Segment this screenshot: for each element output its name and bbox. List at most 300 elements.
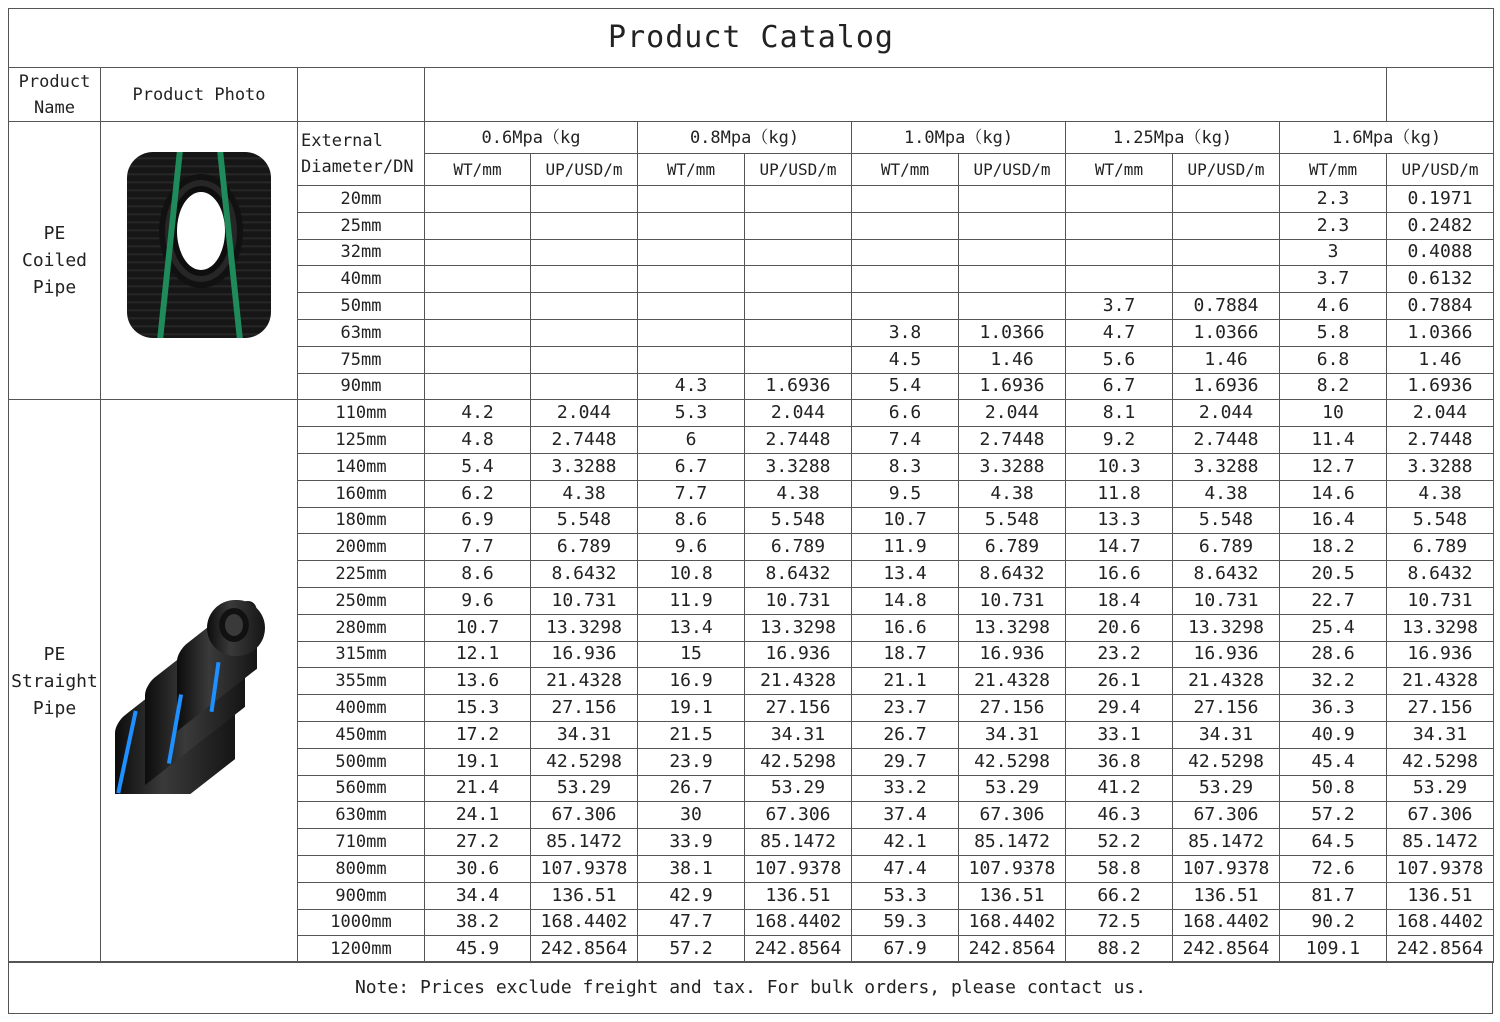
diameter-cell: 800mm xyxy=(298,855,425,882)
unit-price-cell: 1.46 xyxy=(959,346,1066,373)
diameter-cell: 90mm xyxy=(298,373,425,400)
unit-price-cell: 2.044 xyxy=(745,400,852,427)
wall-thickness-cell: 38.1 xyxy=(638,855,745,882)
wall-thickness-cell: 17.2 xyxy=(425,721,531,748)
diameter-cell: 280mm xyxy=(298,614,425,641)
unit-price-cell: 85.1472 xyxy=(1173,829,1280,856)
unit-price-cell: 6.789 xyxy=(1173,534,1280,561)
wall-thickness-cell: 9.6 xyxy=(425,587,531,614)
wall-thickness-cell: 33.2 xyxy=(852,775,959,802)
unit-price-cell: 1.6936 xyxy=(1387,373,1494,400)
wall-thickness-cell: 40.9 xyxy=(1280,721,1387,748)
wall-thickness-cell: 37.4 xyxy=(852,802,959,829)
wall-thickness-cell: 47.7 xyxy=(638,909,745,936)
wall-thickness-cell: 67.9 xyxy=(852,936,959,963)
wall-thickness-cell: 23.7 xyxy=(852,695,959,722)
unit-price-cell: 42.5298 xyxy=(745,748,852,775)
unit-price-cell: 136.51 xyxy=(1387,882,1494,909)
unit-price-cell: 21.4328 xyxy=(531,668,638,695)
unit-price-cell: 4.38 xyxy=(531,480,638,507)
diameter-cell: 560mm xyxy=(298,775,425,802)
wall-thickness-cell: 10 xyxy=(1280,400,1387,427)
unit-price-cell: 3.3288 xyxy=(1173,453,1280,480)
wall-thickness-cell xyxy=(852,186,959,213)
product-name: PE Coiled Pipe xyxy=(21,223,88,299)
wall-thickness-cell: 47.4 xyxy=(852,855,959,882)
unit-price-cell xyxy=(531,239,638,266)
diameter-cell: 125mm xyxy=(298,427,425,454)
unit-price-cell: 136.51 xyxy=(531,882,638,909)
unit-price-cell xyxy=(745,293,852,320)
unit-price-cell: 53.29 xyxy=(745,775,852,802)
wall-thickness-cell: 9.5 xyxy=(852,480,959,507)
unit-price-cell: 107.9378 xyxy=(745,855,852,882)
unit-price-cell: 13.3298 xyxy=(1173,614,1280,641)
unit-price-cell xyxy=(531,266,638,293)
unit-price-header: UP/USD/m xyxy=(745,154,852,186)
product-name: PE Straight Pipe xyxy=(11,643,98,719)
wall-thickness-cell: 2.3 xyxy=(1280,186,1387,213)
wall-thickness-cell: 26.7 xyxy=(852,721,959,748)
wall-thickness-cell xyxy=(852,239,959,266)
wall-thickness-cell: 4.3 xyxy=(638,373,745,400)
diameter-cell: 710mm xyxy=(298,829,425,856)
unit-price-cell: 4.38 xyxy=(1387,480,1494,507)
unit-price-cell xyxy=(745,186,852,213)
unit-price-header: UP/USD/m xyxy=(531,154,638,186)
product-photo-header: Product Photo xyxy=(101,68,298,122)
wall-thickness-header: WT/mm xyxy=(1280,154,1387,186)
wall-thickness-cell xyxy=(638,319,745,346)
wall-thickness-cell: 18.7 xyxy=(852,641,959,668)
wall-thickness-cell: 72.5 xyxy=(1066,909,1173,936)
unit-price-cell: 8.6432 xyxy=(531,561,638,588)
unit-price-cell xyxy=(745,212,852,239)
wall-thickness-cell xyxy=(425,346,531,373)
wall-thickness-cell: 6.6 xyxy=(852,400,959,427)
diameter-cell: 110mm xyxy=(298,400,425,427)
unit-price-cell: 27.156 xyxy=(745,695,852,722)
unit-price-cell: 242.8564 xyxy=(1173,936,1280,963)
wall-thickness-cell xyxy=(425,293,531,320)
wall-thickness-cell: 8.3 xyxy=(852,453,959,480)
unit-price-cell: 34.31 xyxy=(959,721,1066,748)
unit-price-cell: 107.9378 xyxy=(531,855,638,882)
blank-header-span xyxy=(425,68,1387,122)
wall-thickness-cell: 9.2 xyxy=(1066,427,1173,454)
unit-price-cell: 107.9378 xyxy=(1173,855,1280,882)
unit-price-cell: 34.31 xyxy=(531,721,638,748)
wall-thickness-header: WT/mm xyxy=(425,154,531,186)
wall-thickness-cell: 29.4 xyxy=(1066,695,1173,722)
unit-price-cell: 168.4402 xyxy=(1387,909,1494,936)
wall-thickness-cell: 9.6 xyxy=(638,534,745,561)
diameter-cell: 225mm xyxy=(298,561,425,588)
diameter-cell: 160mm xyxy=(298,480,425,507)
wall-thickness-cell: 25.4 xyxy=(1280,614,1387,641)
wall-thickness-cell: 4.2 xyxy=(425,400,531,427)
unit-price-cell: 168.4402 xyxy=(745,909,852,936)
wall-thickness-cell: 8.6 xyxy=(425,561,531,588)
unit-price-cell xyxy=(1173,212,1280,239)
footnote: Note: Prices exclude freight and tax. For bulk orders, please contact us. xyxy=(8,961,1493,1014)
unit-price-cell: 8.6432 xyxy=(1173,561,1280,588)
unit-price-cell: 67.306 xyxy=(1387,802,1494,829)
wall-thickness-cell: 81.7 xyxy=(1280,882,1387,909)
diameter-cell: 450mm xyxy=(298,721,425,748)
unit-price-cell: 5.548 xyxy=(531,507,638,534)
unit-price-cell: 67.306 xyxy=(959,802,1066,829)
unit-price-cell: 6.789 xyxy=(745,534,852,561)
wall-thickness-cell: 33.1 xyxy=(1066,721,1173,748)
external-diameter-header: External Diameter/DN xyxy=(298,122,425,186)
wall-thickness-cell xyxy=(1066,239,1173,266)
wall-thickness-cell: 45.4 xyxy=(1280,748,1387,775)
pressure-header: 0.6Mpa（kg xyxy=(425,122,638,154)
unit-price-cell: 2.044 xyxy=(1387,400,1494,427)
unit-price-cell: 1.6936 xyxy=(959,373,1066,400)
wall-thickness-cell: 59.3 xyxy=(852,909,959,936)
product-catalog-table xyxy=(8,8,1494,963)
unit-price-cell: 8.6432 xyxy=(959,561,1066,588)
unit-price-cell: 27.156 xyxy=(1387,695,1494,722)
wall-thickness-cell xyxy=(852,266,959,293)
unit-price-cell: 136.51 xyxy=(1173,882,1280,909)
unit-price-cell: 4.38 xyxy=(745,480,852,507)
wall-thickness-cell: 13.3 xyxy=(1066,507,1173,534)
diameter-cell: 250mm xyxy=(298,587,425,614)
wall-thickness-cell: 34.4 xyxy=(425,882,531,909)
unit-price-cell: 4.38 xyxy=(1173,480,1280,507)
unit-price-cell: 10.731 xyxy=(1173,587,1280,614)
unit-price-cell: 1.46 xyxy=(1173,346,1280,373)
unit-price-cell: 53.29 xyxy=(1173,775,1280,802)
wall-thickness-cell: 4.7 xyxy=(1066,319,1173,346)
wall-thickness-cell: 19.1 xyxy=(425,748,531,775)
wall-thickness-cell: 10.8 xyxy=(638,561,745,588)
wall-thickness-cell: 13.6 xyxy=(425,668,531,695)
unit-price-cell xyxy=(959,239,1066,266)
unit-price-cell: 0.7884 xyxy=(1387,293,1494,320)
wall-thickness-cell xyxy=(852,212,959,239)
diameter-cell: 355mm xyxy=(298,668,425,695)
wall-thickness-cell: 72.6 xyxy=(1280,855,1387,882)
wall-thickness-cell xyxy=(1066,186,1173,213)
wall-thickness-cell: 21.4 xyxy=(425,775,531,802)
wall-thickness-cell: 5.4 xyxy=(852,373,959,400)
unit-price-cell: 242.8564 xyxy=(745,936,852,963)
unit-price-cell: 53.29 xyxy=(959,775,1066,802)
unit-price-header: UP/USD/m xyxy=(959,154,1066,186)
unit-price-cell: 16.936 xyxy=(959,641,1066,668)
wall-thickness-cell: 36.3 xyxy=(1280,695,1387,722)
blank-header-cell xyxy=(298,68,425,122)
wall-thickness-cell: 90.2 xyxy=(1280,909,1387,936)
wall-thickness-cell: 109.1 xyxy=(1280,936,1387,963)
wall-thickness-cell: 6.7 xyxy=(1066,373,1173,400)
unit-price-cell: 21.4328 xyxy=(959,668,1066,695)
unit-price-cell xyxy=(959,186,1066,213)
unit-price-cell: 107.9378 xyxy=(959,855,1066,882)
straight-pipe-photo xyxy=(115,590,271,794)
unit-price-cell: 13.3298 xyxy=(531,614,638,641)
unit-price-cell: 242.8564 xyxy=(531,936,638,963)
unit-price-cell: 136.51 xyxy=(959,882,1066,909)
unit-price-cell: 53.29 xyxy=(531,775,638,802)
wall-thickness-cell: 41.2 xyxy=(1066,775,1173,802)
wall-thickness-cell: 16.6 xyxy=(852,614,959,641)
wall-thickness-cell xyxy=(852,293,959,320)
wall-thickness-cell: 6.7 xyxy=(638,453,745,480)
diameter-cell: 50mm xyxy=(298,293,425,320)
unit-price-cell: 2.7448 xyxy=(959,427,1066,454)
wall-thickness-cell: 13.4 xyxy=(852,561,959,588)
unit-price-cell: 5.548 xyxy=(745,507,852,534)
unit-price-cell: 21.4328 xyxy=(745,668,852,695)
wall-thickness-cell: 27.2 xyxy=(425,829,531,856)
wall-thickness-cell: 36.8 xyxy=(1066,748,1173,775)
wall-thickness-cell xyxy=(425,212,531,239)
unit-price-cell xyxy=(959,212,1066,239)
wall-thickness-cell: 11.9 xyxy=(852,534,959,561)
unit-price-cell: 2.7448 xyxy=(1387,427,1494,454)
wall-thickness-cell: 15.3 xyxy=(425,695,531,722)
unit-price-cell: 10.731 xyxy=(745,587,852,614)
wall-thickness-cell: 14.6 xyxy=(1280,480,1387,507)
pressure-header: 1.25Mpa（kg) xyxy=(1066,122,1280,154)
product-name-cell xyxy=(9,400,101,963)
unit-price-cell: 3.3288 xyxy=(959,453,1066,480)
wall-thickness-cell: 5.4 xyxy=(425,453,531,480)
wall-thickness-cell: 12.1 xyxy=(425,641,531,668)
unit-price-cell: 42.5298 xyxy=(1387,748,1494,775)
unit-price-cell: 2.7448 xyxy=(531,427,638,454)
diameter-cell: 400mm xyxy=(298,695,425,722)
unit-price-cell: 13.3298 xyxy=(1387,614,1494,641)
unit-price-cell: 5.548 xyxy=(959,507,1066,534)
wall-thickness-cell xyxy=(425,319,531,346)
unit-price-cell: 2.044 xyxy=(1173,400,1280,427)
wall-thickness-cell xyxy=(638,293,745,320)
diameter-cell: 40mm xyxy=(298,266,425,293)
wall-thickness-cell: 11.9 xyxy=(638,587,745,614)
wall-thickness-cell: 6.9 xyxy=(425,507,531,534)
diameter-cell: 1000mm xyxy=(298,909,425,936)
wall-thickness-cell: 42.1 xyxy=(852,829,959,856)
diameter-cell: 140mm xyxy=(298,453,425,480)
unit-price-cell: 85.1472 xyxy=(745,829,852,856)
unit-price-cell: 6.789 xyxy=(959,534,1066,561)
unit-price-cell: 107.9378 xyxy=(1387,855,1494,882)
wall-thickness-cell xyxy=(425,239,531,266)
unit-price-cell: 136.51 xyxy=(745,882,852,909)
unit-price-cell: 10.731 xyxy=(531,587,638,614)
wall-thickness-cell: 21.1 xyxy=(852,668,959,695)
unit-price-cell: 85.1472 xyxy=(959,829,1066,856)
unit-price-cell: 1.46 xyxy=(1387,346,1494,373)
unit-price-cell: 13.3298 xyxy=(959,614,1066,641)
wall-thickness-cell: 8.6 xyxy=(638,507,745,534)
wall-thickness-cell: 22.7 xyxy=(1280,587,1387,614)
wall-thickness-cell: 4.5 xyxy=(852,346,959,373)
wall-thickness-cell: 14.8 xyxy=(852,587,959,614)
wall-thickness-cell: 23.2 xyxy=(1066,641,1173,668)
unit-price-cell xyxy=(1173,239,1280,266)
wall-thickness-cell: 21.5 xyxy=(638,721,745,748)
unit-price-cell: 6.789 xyxy=(1387,534,1494,561)
unit-price-cell xyxy=(745,266,852,293)
product-name-header: Product Name xyxy=(9,68,101,122)
unit-price-cell: 53.29 xyxy=(1387,775,1494,802)
wall-thickness-cell: 15 xyxy=(638,641,745,668)
wall-thickness-cell: 6.2 xyxy=(425,480,531,507)
unit-price-cell: 16.936 xyxy=(1173,641,1280,668)
wall-thickness-cell: 7.7 xyxy=(425,534,531,561)
unit-price-cell xyxy=(959,266,1066,293)
unit-price-cell: 1.0366 xyxy=(1173,319,1280,346)
wall-thickness-cell xyxy=(425,373,531,400)
wall-thickness-cell: 10.7 xyxy=(425,614,531,641)
wall-thickness-cell: 8.2 xyxy=(1280,373,1387,400)
unit-price-cell: 0.4088 xyxy=(1387,239,1494,266)
diameter-cell: 32mm xyxy=(298,239,425,266)
wall-thickness-cell: 58.8 xyxy=(1066,855,1173,882)
wall-thickness-cell: 38.2 xyxy=(425,909,531,936)
diameter-cell: 630mm xyxy=(298,802,425,829)
wall-thickness-cell: 3 xyxy=(1280,239,1387,266)
table-row xyxy=(9,400,1494,427)
wall-thickness-cell: 18.4 xyxy=(1066,587,1173,614)
unit-price-cell: 34.31 xyxy=(1387,721,1494,748)
diameter-cell: 1200mm xyxy=(298,936,425,963)
unit-price-cell: 16.936 xyxy=(1387,641,1494,668)
blank-header-cell xyxy=(1387,68,1494,122)
unit-price-cell: 16.936 xyxy=(531,641,638,668)
product-photo-cell xyxy=(101,122,298,400)
unit-price-cell xyxy=(959,293,1066,320)
wall-thickness-cell: 57.2 xyxy=(1280,802,1387,829)
wall-thickness-cell: 66.2 xyxy=(1066,882,1173,909)
wall-thickness-header: WT/mm xyxy=(1066,154,1173,186)
diameter-cell: 25mm xyxy=(298,212,425,239)
unit-price-cell: 34.31 xyxy=(745,721,852,748)
unit-price-cell: 2.044 xyxy=(959,400,1066,427)
wall-thickness-cell: 5.3 xyxy=(638,400,745,427)
wall-thickness-cell: 10.3 xyxy=(1066,453,1173,480)
wall-thickness-cell: 7.7 xyxy=(638,480,745,507)
diameter-cell: 900mm xyxy=(298,882,425,909)
unit-price-cell: 1.0366 xyxy=(959,319,1066,346)
unit-price-cell: 67.306 xyxy=(1173,802,1280,829)
unit-price-cell: 42.5298 xyxy=(1173,748,1280,775)
unit-price-cell: 0.6132 xyxy=(1387,266,1494,293)
unit-price-cell: 6.789 xyxy=(531,534,638,561)
unit-price-cell: 8.6432 xyxy=(1387,561,1494,588)
wall-thickness-cell xyxy=(638,346,745,373)
unit-price-cell xyxy=(531,346,638,373)
wall-thickness-cell: 30 xyxy=(638,802,745,829)
wall-thickness-cell: 4.6 xyxy=(1280,293,1387,320)
wall-thickness-cell: 11.8 xyxy=(1066,480,1173,507)
wall-thickness-cell: 26.7 xyxy=(638,775,745,802)
unit-price-cell: 21.4328 xyxy=(1173,668,1280,695)
unit-price-cell: 21.4328 xyxy=(1387,668,1494,695)
unit-price-cell xyxy=(531,212,638,239)
wall-thickness-cell: 46.3 xyxy=(1066,802,1173,829)
unit-price-cell: 1.6936 xyxy=(1173,373,1280,400)
wall-thickness-cell: 13.4 xyxy=(638,614,745,641)
product-name-cell xyxy=(9,122,101,400)
wall-thickness-cell: 3.7 xyxy=(1280,266,1387,293)
unit-price-cell: 0.7884 xyxy=(1173,293,1280,320)
unit-price-cell: 10.731 xyxy=(959,587,1066,614)
wall-thickness-cell xyxy=(425,186,531,213)
unit-price-cell xyxy=(745,346,852,373)
wall-thickness-cell: 45.9 xyxy=(425,936,531,963)
unit-price-cell: 168.4402 xyxy=(531,909,638,936)
wall-thickness-cell: 20.6 xyxy=(1066,614,1173,641)
unit-price-cell: 5.548 xyxy=(1173,507,1280,534)
unit-price-cell: 3.3288 xyxy=(745,453,852,480)
wall-thickness-cell: 20.5 xyxy=(1280,561,1387,588)
diameter-cell: 180mm xyxy=(298,507,425,534)
unit-price-cell: 0.1971 xyxy=(1387,186,1494,213)
wall-thickness-cell: 3.7 xyxy=(1066,293,1173,320)
wall-thickness-cell: 10.7 xyxy=(852,507,959,534)
wall-thickness-cell: 42.9 xyxy=(638,882,745,909)
unit-price-cell: 168.4402 xyxy=(959,909,1066,936)
product-photo-cell xyxy=(101,400,298,963)
unit-price-cell: 242.8564 xyxy=(959,936,1066,963)
wall-thickness-cell: 5.8 xyxy=(1280,319,1387,346)
unit-price-cell: 13.3298 xyxy=(745,614,852,641)
diameter-cell: 500mm xyxy=(298,748,425,775)
wall-thickness-cell: 18.2 xyxy=(1280,534,1387,561)
wall-thickness-cell xyxy=(425,266,531,293)
wall-thickness-cell xyxy=(1066,266,1173,293)
wall-thickness-cell xyxy=(638,186,745,213)
diameter-cell: 63mm xyxy=(298,319,425,346)
unit-price-cell: 2.7448 xyxy=(1173,427,1280,454)
wall-thickness-cell: 88.2 xyxy=(1066,936,1173,963)
unit-price-cell: 3.3288 xyxy=(531,453,638,480)
wall-thickness-cell: 30.6 xyxy=(425,855,531,882)
unit-price-cell: 5.548 xyxy=(1387,507,1494,534)
wall-thickness-cell: 11.4 xyxy=(1280,427,1387,454)
wall-thickness-cell: 32.2 xyxy=(1280,668,1387,695)
unit-price-cell: 8.6432 xyxy=(745,561,852,588)
unit-price-cell: 67.306 xyxy=(745,802,852,829)
wall-thickness-cell: 53.3 xyxy=(852,882,959,909)
unit-price-cell xyxy=(531,319,638,346)
unit-price-cell xyxy=(531,293,638,320)
wall-thickness-cell: 26.1 xyxy=(1066,668,1173,695)
wall-thickness-cell: 16.6 xyxy=(1066,561,1173,588)
unit-price-cell: 168.4402 xyxy=(1173,909,1280,936)
wall-thickness-cell: 12.7 xyxy=(1280,453,1387,480)
unit-price-cell: 67.306 xyxy=(531,802,638,829)
pressure-header: 1.6Mpa（kg) xyxy=(1280,122,1494,154)
wall-thickness-cell: 8.1 xyxy=(1066,400,1173,427)
wall-thickness-cell: 4.8 xyxy=(425,427,531,454)
wall-thickness-cell xyxy=(638,266,745,293)
wall-thickness-cell: 57.2 xyxy=(638,936,745,963)
unit-price-cell: 1.6936 xyxy=(745,373,852,400)
wall-thickness-cell: 16.9 xyxy=(638,668,745,695)
diameter-cell: 20mm xyxy=(298,186,425,213)
unit-price-cell: 27.156 xyxy=(531,695,638,722)
unit-price-cell: 2.7448 xyxy=(745,427,852,454)
